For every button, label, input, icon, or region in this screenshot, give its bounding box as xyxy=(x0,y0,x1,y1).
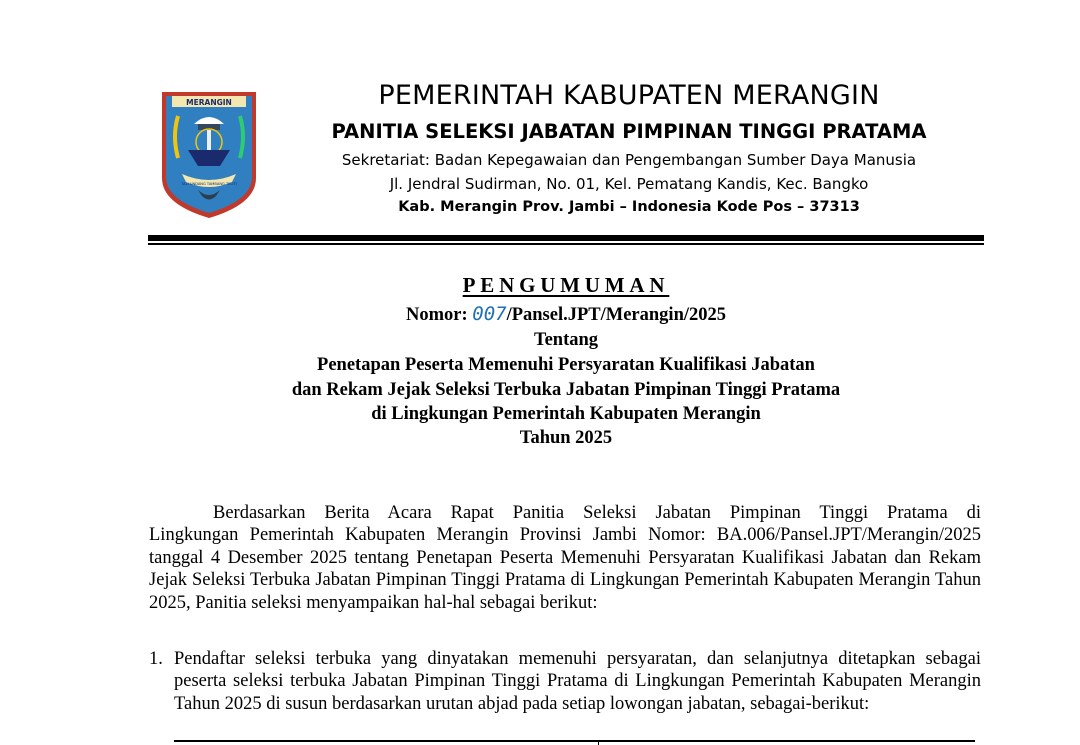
handwritten-number: 007 xyxy=(472,303,507,325)
subject-line-1: Penetapan Peserta Memenuhi Persyaratan Kualifikasi Jabatan xyxy=(317,355,815,375)
letterhead-government-name: PEMERINTAH KABUPATEN MERANGIN xyxy=(378,80,880,111)
letterhead-address: Jl. Jendral Sudirman, No. 01, Kel. Pematang Kandis, Kec. Bangko xyxy=(389,175,869,193)
paragraph-first-line: Berdasarkan Berita Acara Rapat Panitia Seleksi Jabatan Pimpinan Tinggi Pratama di xyxy=(213,503,981,523)
letterhead-secretariat: Sekretariat: Badan Kepegawaian dan Pengembangan Sumber Daya Manusia xyxy=(341,151,917,169)
tentang-label: Tentang xyxy=(533,330,599,350)
list-item-number: 1. xyxy=(149,649,163,669)
numbered-list xyxy=(149,648,981,715)
logo-text: MERANGIN xyxy=(186,98,232,107)
table-top-border xyxy=(174,740,975,742)
announcement-heading-text: PENGUMUMAN xyxy=(462,273,670,297)
letterhead-committee-name: PANITIA SELEKSI JABATAN PIMPINAN TINGGI PRATAMA xyxy=(331,120,927,143)
list-item-text: Pendaftar seleksi terbuka yang dinyatakan memenuhi persyaratan, dan selanjutnya ditetapkan sebagai peserta seleksi terbuka Jabatan Pimpinan Tinggi Pratama di Lingkungan Pemerintah Kabupaten Merangin Tahun 2025 di susun berdasarkan urutan abjad pada setiap lowongan jabatan, sebagai-berikut: xyxy=(174,649,981,714)
subject-line-2: dan Rekam Jejak Seleksi Terbuka Jabatan Pimpinan Tinggi Pratama xyxy=(291,380,841,400)
letterhead-postal: Kab. Merangin Prov. Jambi – Indonesia Kode Pos – 37313 xyxy=(398,199,860,215)
table-column-divider xyxy=(598,740,599,745)
merangin-regency-logo xyxy=(158,86,260,220)
list-item xyxy=(149,648,981,715)
announcement-number xyxy=(148,303,984,326)
number-suffix: /Pansel.JPT/Merangin/2025 xyxy=(506,305,727,325)
letterhead-rule-thin xyxy=(148,243,984,245)
announcement-heading xyxy=(148,273,984,298)
paragraph-text: Lingkungan Pemerintah Kabupaten Merangin Provinsi Jambi Nomor: BA.006/Pansel.JPT/Merangin/2025 tanggal 4 Desember 2025 tentang Penetapan Peserta Memenuhi Persyaratan Kualifikasi Jabatan dan Rekam Jejak Seleksi Terbuka Jabatan Pimpinan Tinggi Pratama di Lingkungan Pemerintah Kabupaten Merangin Tahun 2025, Panitia seleksi menyampaikan hal-hal sebagai berikut: xyxy=(149,525,981,613)
logo-motto: TALI UNDANG TAMBANG TELITI xyxy=(181,182,237,186)
number-prefix: Nomor: xyxy=(405,305,473,325)
letterhead-rule-thick xyxy=(148,235,984,241)
subject-line-3: di Lingkungan Pemerintah Kabupaten Merangin xyxy=(371,404,761,424)
subject-line-4: Tahun 2025 xyxy=(519,428,613,448)
opening-paragraph xyxy=(149,502,981,614)
